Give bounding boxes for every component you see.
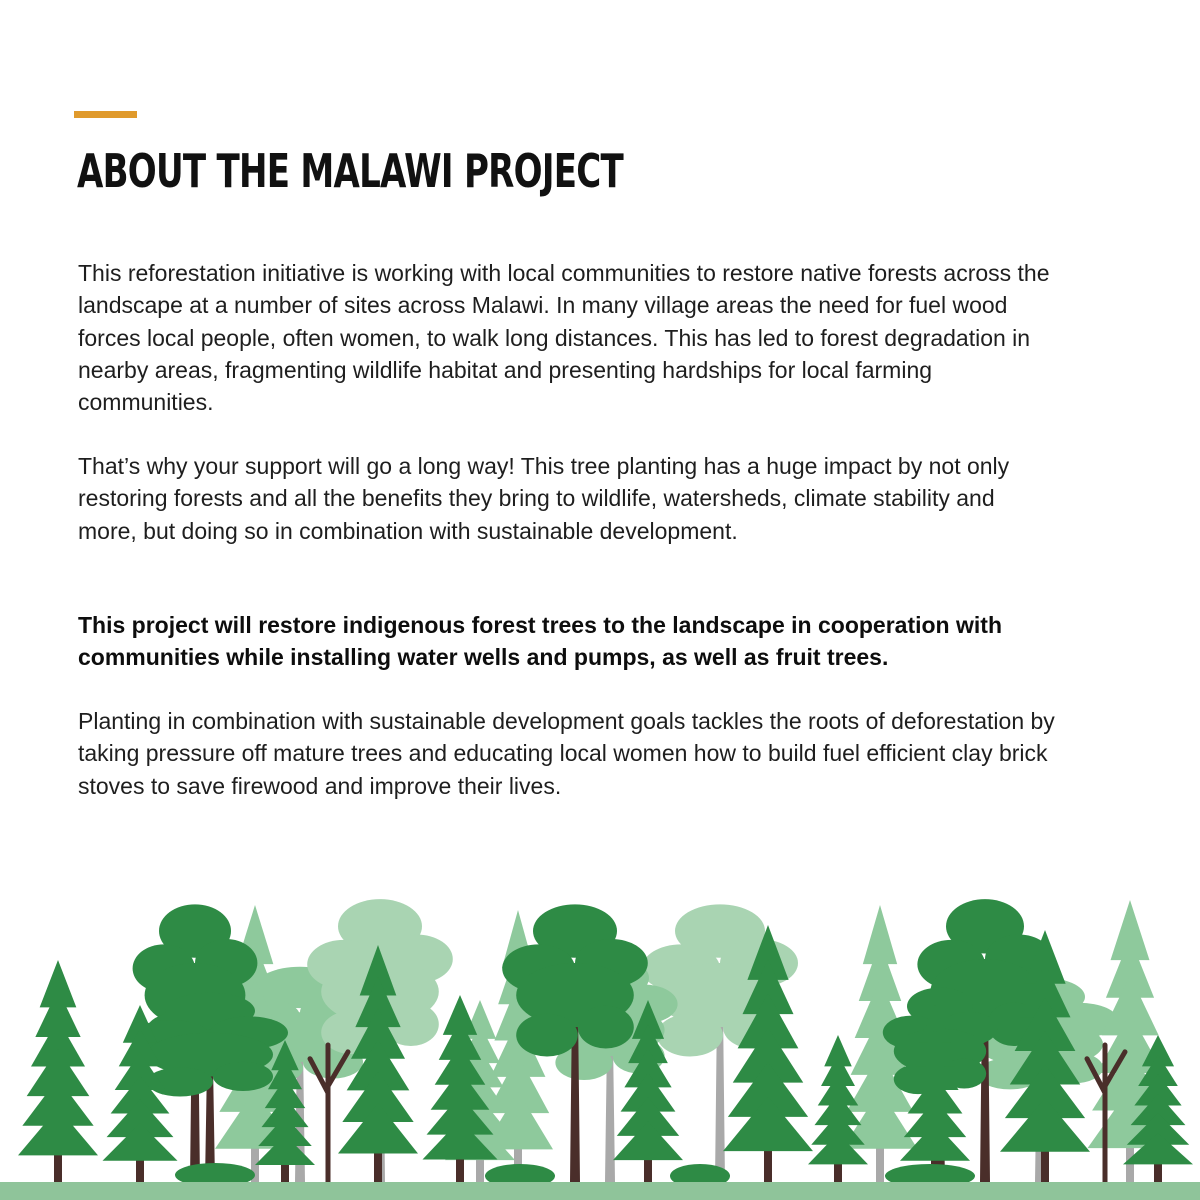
- bare-tree: [310, 1045, 348, 1182]
- intro-paragraph: This reforestation initiative is working with local communities to restore native forests across the landscape at a number of sites across Malawi. In many village areas the need for fuel wood forces local people, often women, to walk long distances. This has led to forest degradation in nearby areas, fragmenting wildlife habitat and presenting hardships for local farming communities.: [78, 260, 1050, 416]
- project-goals-paragraph: This project will restore indigenous forest trees to the landscape in cooperation with communities while installing water wells and pumps, as well as fruit trees.: [78, 612, 1002, 671]
- forest-illustration: [0, 880, 1200, 1200]
- ground-strip: [0, 1182, 1200, 1200]
- title-accent-bar: [74, 111, 137, 118]
- support-paragraph: That’s why your support will go a long way! This tree planting has a huge impact by not only restoring forests and all the benefits they bring to wildlife, watersheds, climate stability and more, but doing so in combination with sustainable development.: [78, 453, 1010, 544]
- development-paragraph: Planting in combination with sustainable development goals tackles the roots of deforestation by taking pressure off mature trees and educating local women how to build fuel efficient clay brick stoves to save firewood and improve their lives.: [78, 708, 1055, 799]
- page-title: ABOUT THE MALAWI PROJECT: [77, 144, 624, 198]
- pine-tree: [18, 960, 98, 1182]
